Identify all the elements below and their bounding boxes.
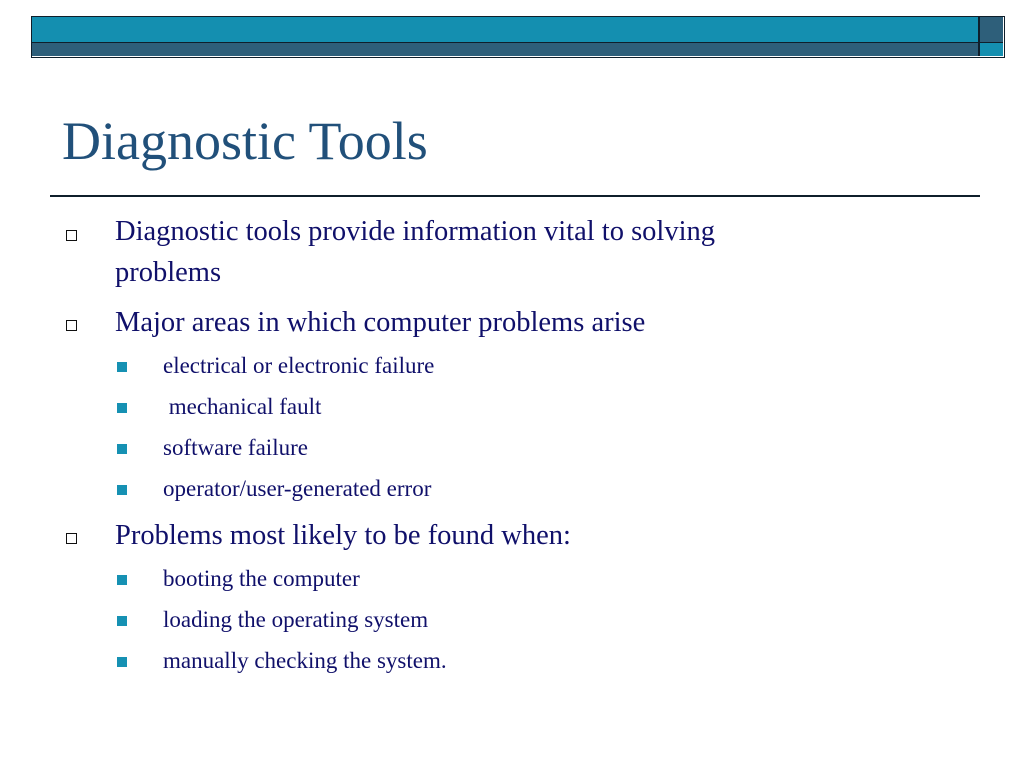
bullet-1-line-1: Diagnostic tools provide information vital to solving — [115, 216, 716, 247]
hollow-square-bullet-icon — [66, 320, 77, 331]
sub-bullet-operator: operator/user-generated error — [163, 476, 432, 501]
slide-title: Diagnostic Tools — [62, 111, 428, 171]
filled-square-bullet-icon — [117, 485, 127, 495]
bullet-2-text: Major areas in which computer problems arise — [115, 307, 646, 338]
filled-square-bullet-icon — [117, 362, 127, 372]
sub-bullet-manual-check: manually checking the system. — [163, 648, 447, 673]
filled-square-bullet-icon — [117, 575, 127, 585]
sub-bullet-software: software failure — [163, 435, 308, 460]
bullet-3-text: Problems most likely to be found when: — [115, 520, 571, 551]
sub-bullet-loading-os: loading the operating system — [163, 607, 429, 632]
hollow-square-bullet-icon — [66, 230, 77, 241]
filled-square-bullet-icon — [117, 444, 127, 454]
sub-bullet-mechanical: mechanical fault — [163, 394, 322, 419]
sub-bullet-electrical: electrical or electronic failure — [163, 353, 435, 378]
filled-square-bullet-icon — [117, 616, 127, 626]
sub-bullet-booting: booting the computer — [163, 566, 360, 591]
filled-square-bullet-icon — [117, 657, 127, 667]
hollow-square-bullet-icon — [66, 533, 77, 544]
bullet-1-line-2: problems — [115, 257, 222, 288]
filled-square-bullet-icon — [117, 403, 127, 413]
